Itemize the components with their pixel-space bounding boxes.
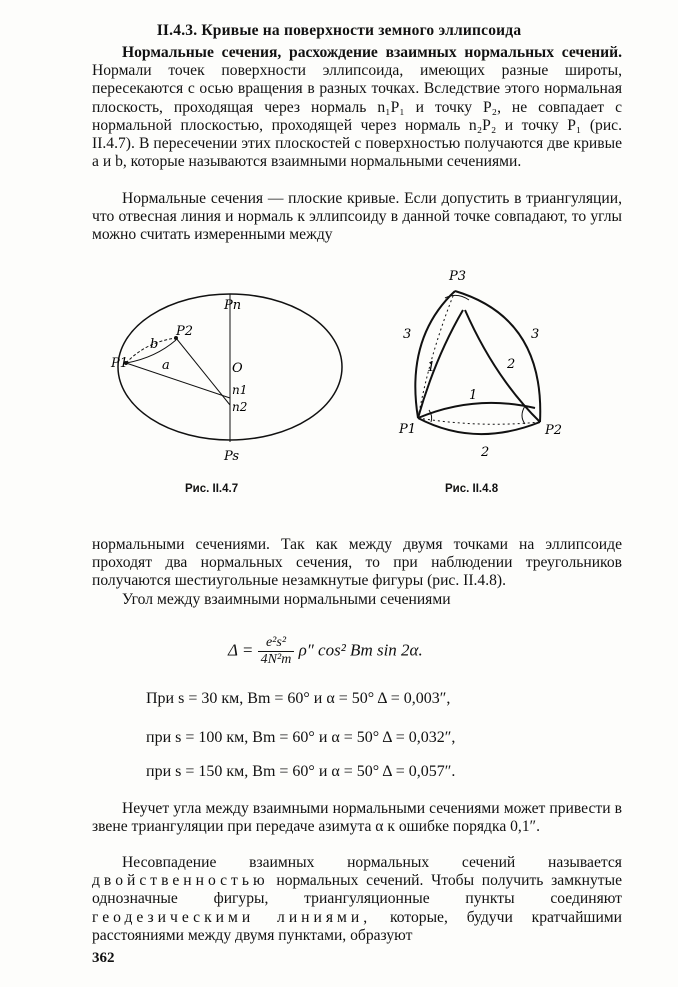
paragraph-lead: Нормальные сечения, расхождение взаимных нормальных сечений. bbox=[122, 44, 622, 61]
paragraph-plane-curves bbox=[92, 190, 622, 245]
paragraph-normal-sections bbox=[92, 44, 622, 171]
formula-numerator: e²s² bbox=[258, 635, 295, 652]
formula-delta bbox=[228, 635, 423, 668]
label-pn: Pn bbox=[224, 298, 242, 313]
angle-mark-p2 bbox=[522, 406, 525, 424]
label-ps: Ps bbox=[224, 449, 240, 464]
example-line-2: при s = 100 км, Bm = 60° и α = 50° Δ = 0,032″, bbox=[146, 729, 456, 746]
formula-lhs: Δ = bbox=[228, 640, 254, 660]
paragraph-body: Нормали точек поверхности эллипсоида, имеющих разные широты, пересекаются с осью вращения в разных точках. Вследствие этого нормальная плоскость, проходящая через нормаль n₁P₁ и точку P₂, не совпадает с нормальной плоскостью, проходящей через нормаль n₂P₂ и точку P₁ (рис. II.4.7). В пересечении этих плоскостей с поверхностью получаются две кривые a и b, которые называются взаимными нормальными сечениями. bbox=[92, 62, 622, 171]
paragraph-angle-intro: Угол между взаимными нормальными сечениями bbox=[122, 590, 451, 608]
normal-p1 bbox=[126, 363, 230, 398]
figure-caption-ii-4-8: Рис. II.4.8 bbox=[445, 483, 499, 495]
paragraph-error bbox=[92, 800, 622, 836]
arc-2-right bbox=[465, 310, 540, 422]
formula-fraction bbox=[258, 635, 295, 668]
label-1-bottom: 1 bbox=[469, 388, 478, 403]
figure-caption-ii-4-7: Рис. II.4.7 bbox=[185, 483, 239, 495]
label-p1: P1 bbox=[111, 356, 129, 371]
label-n1: n1 bbox=[232, 383, 248, 397]
formula-rhs: ρ″ cos² Bm sin 2α. bbox=[298, 640, 423, 660]
paragraph-text: Нормальные сечения — плоские кривые. Если допустить в триангуляции, что отвесная линия и нормаль к эллипсоиду в данной точке совпадают, то углы можно считать измеренными между bbox=[92, 190, 622, 244]
arc-dotted-bottom bbox=[418, 418, 540, 424]
label-p1: P1 bbox=[399, 422, 417, 437]
formula-denominator: 4N²m bbox=[260, 652, 292, 667]
paragraph-text: Неучет угла между взаимными нормальными сечениями может привести в звене триангуляции при передаче азимута α к ошибке порядка 0,1″. bbox=[92, 800, 622, 836]
label-a: a bbox=[162, 358, 170, 373]
arc-3-left bbox=[415, 291, 455, 418]
label-2-bottom: 2 bbox=[481, 445, 490, 460]
label-1-left: 1 bbox=[427, 360, 436, 375]
emphasis-duality: двойственностью bbox=[92, 872, 269, 890]
arc-2-bottom bbox=[418, 418, 540, 434]
section-heading: II.4.3. Кривые на поверхности земного эллипсоида bbox=[156, 22, 522, 39]
paragraph-hexagonal bbox=[92, 536, 622, 609]
paragraph-start: Несовпадение взаимных нормальных сечений называется bbox=[122, 854, 622, 871]
page-number: 362 bbox=[92, 950, 115, 966]
label-2-right: 2 bbox=[507, 357, 516, 372]
label-p3: P3 bbox=[449, 269, 467, 284]
figure-ellipsoid-normals bbox=[110, 290, 360, 470]
paragraph-end: которые, будучи кратчайшими расстояниями между двумя пунктами, образуют bbox=[92, 908, 622, 944]
normal-p2 bbox=[176, 338, 230, 405]
paragraph-duality bbox=[92, 854, 622, 945]
label-o: O bbox=[232, 361, 243, 376]
arc-1-bottom bbox=[418, 403, 535, 418]
example-line-1: При s = 30 км, Bm = 60° и α = 50° Δ = 0,003″, bbox=[146, 690, 451, 707]
label-p2: P2 bbox=[176, 324, 194, 339]
example-line-3: при s = 150 км, Bm = 60° и α = 50° Δ = 0,057″. bbox=[146, 763, 456, 780]
emphasis-geodesic: геодезическими линиями, bbox=[92, 908, 372, 926]
label-b: b bbox=[150, 337, 159, 352]
paragraph-mid: нормальных сечений. Чтобы получить замкнутые однозначные фигуры, триангуляционные пункты соединяют bbox=[92, 872, 622, 908]
label-n2: n2 bbox=[232, 400, 248, 414]
paragraph-text: нормальными сечениями. Так как между двумя точками на эллипсоиде проходят два нормальных сечения, то при наблюдении треугольников получаются шестиугольные незамкнутые фигуры (рис. II.4.8). bbox=[92, 536, 622, 590]
label-p2: P2 bbox=[545, 423, 563, 438]
figure-hexagonal-figure bbox=[385, 258, 585, 468]
label-3-left: 3 bbox=[403, 327, 412, 342]
label-3-right: 3 bbox=[531, 327, 540, 342]
arc-1-left bbox=[418, 310, 463, 418]
